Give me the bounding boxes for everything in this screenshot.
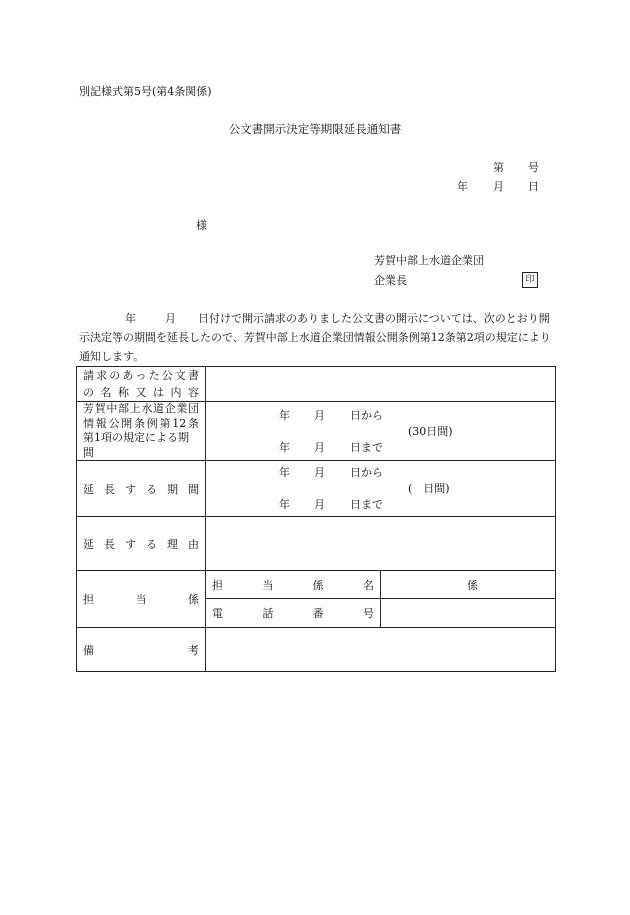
telephone-label: 電話番号 (206, 599, 381, 628)
form-number-label: 別記様式第5号(第4条関係) (79, 85, 212, 98)
table-row (77, 402, 556, 461)
table-row (77, 517, 556, 571)
requested-document-value[interactable] (206, 367, 556, 402)
original-period-label: 芳賀中部上水道企業団 情報公開条例第12条 第1項の規定による期間 (77, 402, 206, 461)
orig-start-day: 日から (350, 408, 383, 422)
ext-start-month: 月 (314, 466, 325, 479)
document-number-prefix: 第 (493, 161, 504, 174)
table-row (77, 367, 556, 402)
orig-start-year: 年 (279, 408, 290, 422)
orig-start-month: 月 (314, 408, 325, 422)
notice-paragraph (79, 309, 559, 366)
ext-days: ( 日間) (408, 482, 450, 495)
sender-title: 企業長 (374, 274, 407, 287)
date-month: 月 (493, 180, 504, 193)
remarks-value[interactable] (206, 628, 556, 672)
orig-days: (30日間) (408, 424, 453, 438)
ext-start-year: 年 (279, 466, 290, 479)
seal-stamp: 印 (522, 272, 538, 288)
table-row (77, 571, 556, 599)
tanto-label: 担 当 係 (77, 571, 206, 628)
addressee-honorific: 様 (196, 219, 207, 232)
orig-end-year: 年 (279, 440, 290, 454)
tanto-name-value[interactable] (381, 571, 556, 599)
table-row (77, 628, 556, 672)
requested-document-label: 請求のあった公文書 の 名 称 又 は 内 容 (77, 367, 206, 402)
date-year: 年 (457, 180, 468, 193)
body-month: 月 (165, 312, 176, 325)
orig-end-day: 日まで (350, 440, 383, 454)
remarks-label: 備 考 (77, 628, 206, 672)
tanto-name-label: 担当係名 (206, 571, 381, 599)
table-row (77, 461, 556, 517)
ext-end-month: 月 (314, 498, 325, 511)
ext-end-day: 日まで (350, 498, 383, 511)
telephone-value[interactable] (381, 599, 556, 628)
body-year: 年 (125, 312, 136, 325)
kakari-suffix: 係 (467, 578, 478, 592)
sender-organization: 芳賀中部上水道企業団 (374, 254, 484, 267)
original-period-value[interactable] (206, 402, 556, 461)
extension-period-label: 延 長 す る 期 間 (77, 461, 206, 517)
document-number-suffix: 号 (528, 161, 539, 174)
ext-end-year: 年 (279, 498, 290, 511)
orig-end-month: 月 (314, 440, 325, 454)
extension-reason-label: 延 長 す る 理 由 (77, 517, 206, 571)
page-title: 公文書開示決定等期限延長通知書 (228, 122, 402, 136)
ext-start-day: 日から (350, 466, 383, 479)
extension-period-value[interactable] (206, 461, 556, 517)
body-text: 日付けで開示請求のありました公文書の開示については、次のとおり開示決定等の期間を延長したので、芳賀中部上水道企業団情報公開条例第12条第2項の規定により通知します。 (79, 312, 551, 363)
extension-reason-value[interactable] (206, 517, 556, 571)
notice-table (76, 366, 556, 672)
date-day: 日 (528, 180, 539, 193)
